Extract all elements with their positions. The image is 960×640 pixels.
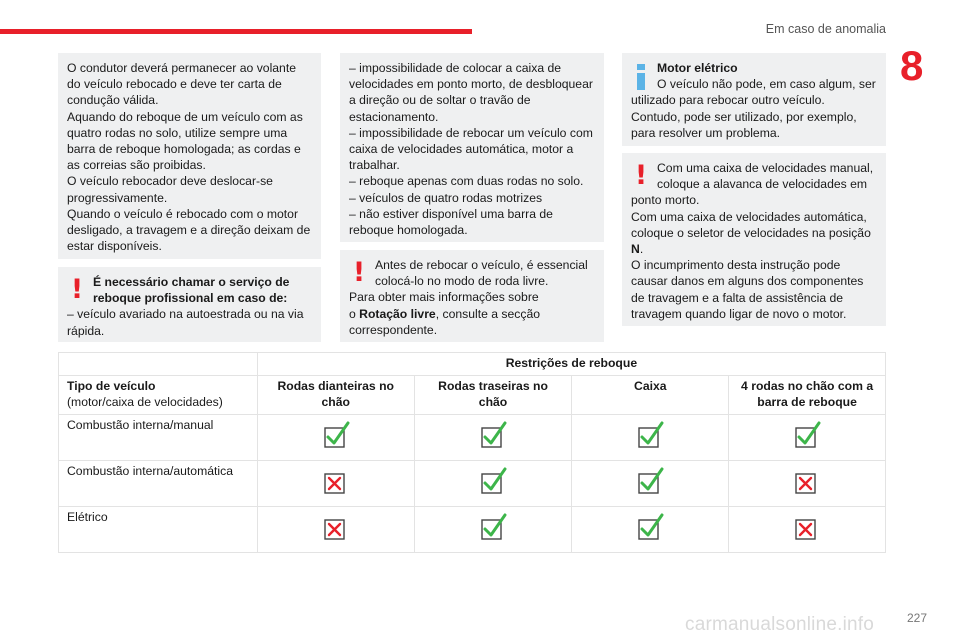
intro-text-line: estar disponíveis.	[67, 239, 162, 254]
check-icon	[635, 512, 665, 542]
info-text: Contudo, pode ser utilizado, por exemplo,	[631, 109, 857, 124]
intro-text-line: Quando o veículo é rebocado com o motor	[67, 206, 299, 221]
restriction-cell	[729, 415, 886, 461]
info-title: Motor elétrico	[657, 61, 738, 75]
restriction-cell	[257, 507, 414, 553]
cross-icon	[321, 512, 351, 542]
table-group-header: Restrições de reboque	[257, 353, 885, 376]
column-header: Rodas dianteiras no chão	[257, 376, 414, 415]
check-icon	[478, 420, 508, 450]
free-wheel-warning-box	[340, 250, 604, 342]
warning-text: – veículo avariado na autoestrada ou na via	[67, 307, 304, 322]
free-wheel-link-text: Rotação livre	[359, 306, 436, 321]
warning-text: o Rotação livre, consulte a secção	[349, 306, 541, 321]
intro-text-line: do veículo rebocado e deve ter carta de	[67, 77, 282, 92]
towing-conditions-box	[340, 53, 604, 242]
page-number: 227	[906, 611, 927, 625]
condition-text-line: – veículos de quatro rodas motrizes	[349, 190, 543, 205]
intro-text-line: barra de reboque homologada; as cordas e	[67, 142, 301, 157]
towing-warning-box	[58, 267, 321, 342]
vehicle-type-cell: Combustão interna/manual	[59, 415, 258, 461]
condition-text-line: a direção ou de soltar o travão de	[349, 93, 531, 108]
warning-heading-line: É necessário chamar o serviço de	[93, 275, 290, 289]
warning-text: coloque o seletor de velocidades na posição	[631, 225, 871, 240]
info-text: para resolver um problema.	[631, 125, 781, 140]
warning-text: Com uma caixa de velocidades automática,	[631, 209, 867, 224]
warning-text: ponto morto.	[631, 193, 700, 208]
warning-text: N.	[631, 242, 644, 257]
restriction-cell	[414, 415, 572, 461]
restriction-cell	[729, 507, 886, 553]
warning-text: colocá-lo no modo de roda livre.	[375, 274, 549, 289]
table-row	[59, 507, 886, 553]
check-icon	[478, 512, 508, 542]
condition-text-line: – impossibilidade de colocar a caixa de	[349, 61, 562, 75]
warning-text: correspondente.	[349, 322, 438, 337]
warning-text: Com uma caixa de velocidades manual,	[657, 161, 874, 175]
condition-text-line: – reboque apenas com duas rodas no solo.	[349, 174, 584, 189]
vehicle-type-cell: Elétrico	[59, 507, 258, 553]
condition-text-line: trabalhar.	[349, 158, 400, 173]
vehicle-type-header: Tipo de veículo	[67, 379, 156, 393]
restriction-cell	[572, 415, 729, 461]
intro-text-line: O veículo rebocador deve deslocar-se	[67, 174, 273, 189]
restriction-cell	[414, 507, 572, 553]
gearbox-warning-box	[622, 153, 886, 326]
restriction-cell	[257, 461, 414, 507]
warning-text: coloque a alavanca de velocidades em	[657, 177, 868, 192]
table-row	[59, 415, 886, 461]
electric-motor-info-box	[622, 53, 886, 146]
chapter-number: 8	[900, 42, 924, 89]
table-row-header	[59, 376, 258, 415]
warning-text: rápida.	[67, 323, 105, 338]
towing-restrictions-table	[58, 352, 886, 553]
warning-text: de travagem e a falta de assistência de	[631, 290, 844, 305]
header-accent-bar	[0, 29, 472, 34]
cross-icon	[321, 466, 351, 496]
restriction-cell	[572, 507, 729, 553]
info-text: utilizado para rebocar outro veículo.	[631, 93, 825, 108]
column-header: Caixa	[572, 376, 729, 415]
table-corner-cell	[59, 353, 258, 376]
column-header: 4 rodas no chão com a barra de reboque	[729, 376, 886, 415]
check-icon	[792, 420, 822, 450]
condition-text-line: reboque homologada.	[349, 223, 468, 238]
intro-text-line: quatro rodas no solo, utilize sempre uma	[67, 125, 288, 140]
vehicle-type-cell: Combustão interna/automática	[59, 461, 258, 507]
warning-text: Para obter mais informações sobre	[349, 290, 539, 305]
info-icon	[634, 63, 648, 91]
warning-icon: !	[634, 160, 648, 191]
check-icon	[635, 466, 665, 496]
vehicle-type-subheader: (motor/caixa de velocidades)	[67, 394, 223, 409]
warning-text: travagem quando ligar de novo o motor.	[631, 306, 847, 321]
restriction-cell	[257, 415, 414, 461]
check-icon	[321, 420, 351, 450]
restriction-cell	[414, 461, 572, 507]
table-row	[59, 461, 886, 507]
condition-text-line: – impossibilidade de rebocar um veículo com	[349, 125, 593, 140]
warning-text: O incumprimento desta instrução pode	[631, 258, 841, 273]
watermark: carmanualsonline.info	[685, 614, 875, 635]
cross-icon	[792, 512, 822, 542]
check-icon	[635, 420, 665, 450]
intro-text-line: O condutor deverá permanecer ao volante	[67, 61, 296, 75]
condition-text-line: velocidades em ponto morto, de desbloquear	[349, 77, 593, 92]
warning-text: Antes de rebocar o veículo, é essencial	[375, 258, 588, 272]
warning-icon: !	[352, 257, 366, 288]
condition-text-line: – não estiver disponível uma barra de	[349, 206, 553, 221]
column-header: Rodas traseiras no chão	[414, 376, 572, 415]
neutral-position-letter: N	[631, 242, 640, 257]
intro-text-line: progressivamente.	[67, 190, 168, 205]
restriction-cell	[572, 461, 729, 507]
towing-intro-box	[58, 53, 321, 259]
intro-text-line: Aquando do reboque de um veículo com as	[67, 109, 303, 124]
cross-icon	[792, 466, 822, 496]
condition-text-line: estacionamento.	[349, 109, 439, 124]
restriction-cell	[729, 461, 886, 507]
intro-text-line: as correias são proibidas.	[67, 158, 206, 173]
warning-heading-line: reboque profissional em caso de:	[93, 291, 288, 306]
section-title: Em caso de anomalia	[765, 22, 886, 36]
warning-icon: !	[70, 274, 84, 305]
intro-text-line: condução válida.	[67, 93, 159, 108]
warning-text: causar danos em alguns dos componentes	[631, 274, 864, 289]
intro-text-line: desligado, a travagem e a direção deixam de	[67, 223, 311, 238]
check-icon	[478, 466, 508, 496]
info-text: O veículo não pode, em caso algum, ser	[657, 77, 876, 92]
condition-text-line: caixa de velocidades automática, motor a	[349, 142, 574, 157]
